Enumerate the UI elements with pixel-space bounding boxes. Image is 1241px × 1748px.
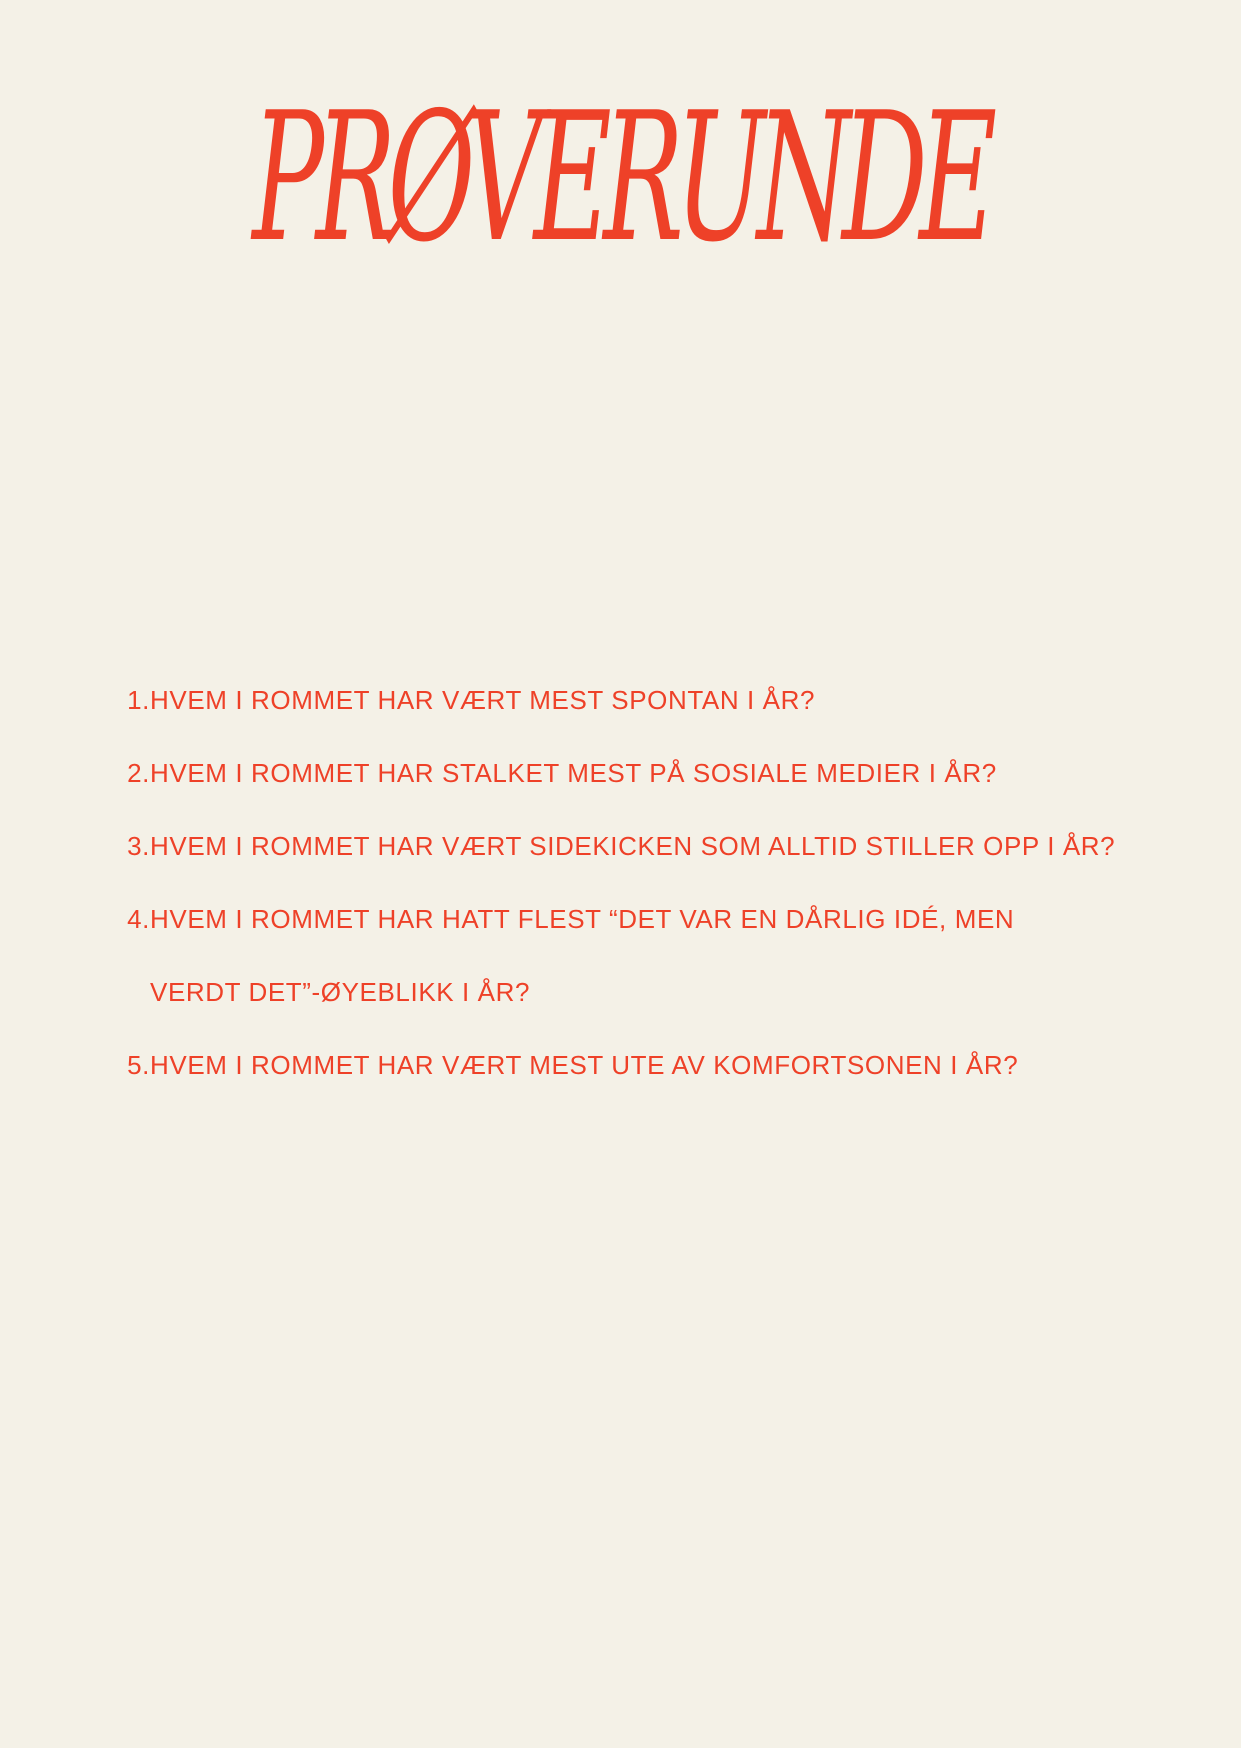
question-text-line-1: HVEM I ROMMET HAR HATT FLEST “DET VAR EN DÅRLIG IDÉ, MEN xyxy=(150,904,1015,934)
question-text: HVEM I ROMMET HAR STALKET MEST PÅ SOSIALE MEDIER I ÅR? xyxy=(150,758,997,788)
list-item xyxy=(118,1029,1198,1102)
list-number: 2. xyxy=(127,758,150,788)
list-item xyxy=(118,664,1198,737)
question-text-line-2: VERDT DET”-ØYEBLIKK I ÅR? xyxy=(150,977,531,1007)
question-text xyxy=(150,883,1198,1029)
page-title: PRØVERUNDE xyxy=(252,74,989,281)
list-number: 4. xyxy=(127,904,150,934)
list-item xyxy=(118,810,1198,883)
list-number: 3. xyxy=(127,831,150,861)
question-text: HVEM I ROMMET HAR VÆRT MEST SPONTAN I ÅR? xyxy=(150,685,816,715)
question-list xyxy=(118,664,1198,1102)
list-item xyxy=(118,883,1198,1029)
list-number: 5. xyxy=(127,1050,150,1080)
question-text: HVEM I ROMMET HAR VÆRT MEST UTE AV KOMFORTSONEN I ÅR? xyxy=(150,1050,1019,1080)
question-text: HVEM I ROMMET HAR VÆRT SIDEKICKEN SOM ALLTID STILLER OPP I ÅR? xyxy=(150,831,1116,861)
list-number: 1. xyxy=(127,685,150,715)
list-item xyxy=(118,737,1198,810)
